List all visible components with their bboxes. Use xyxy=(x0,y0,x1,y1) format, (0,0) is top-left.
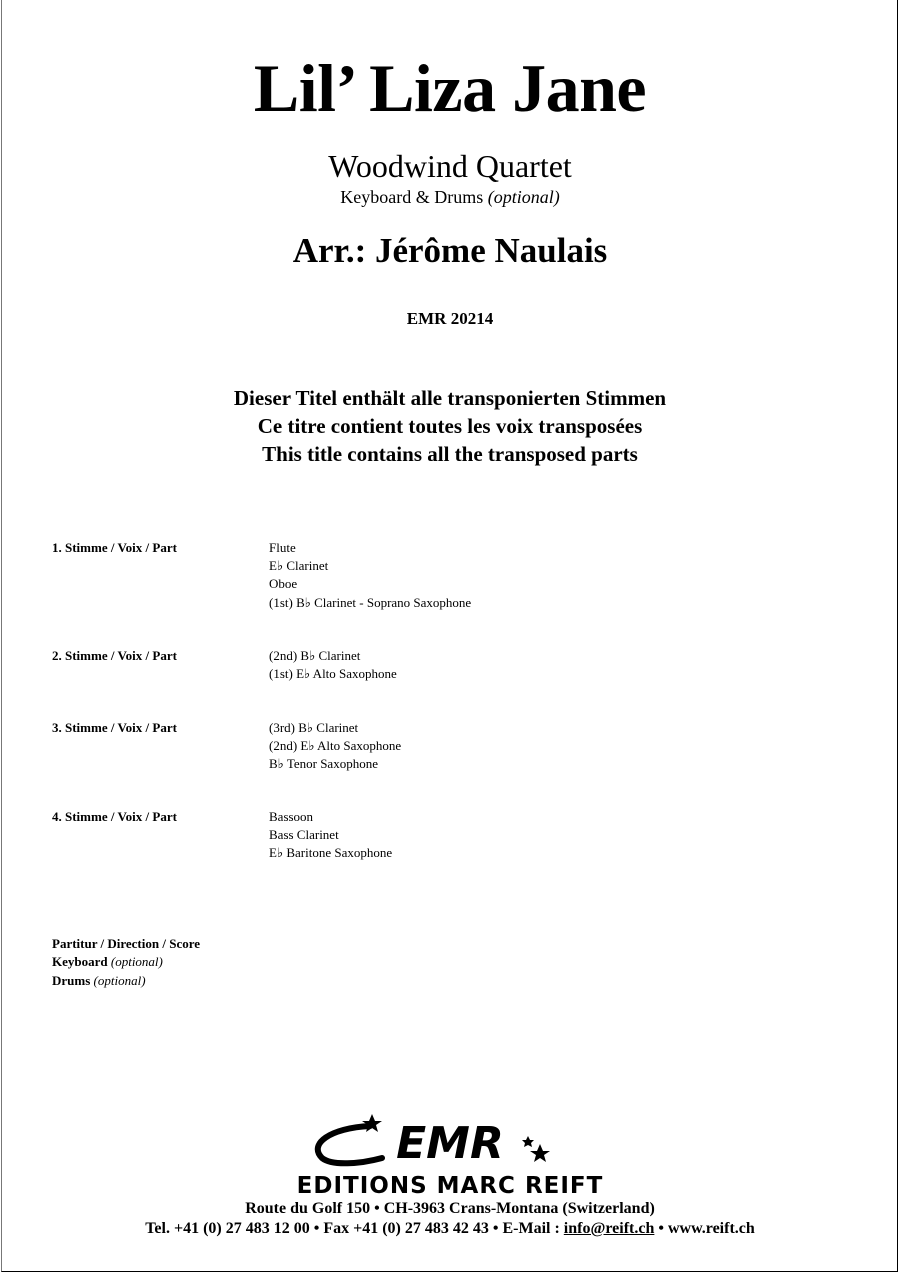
part-1-label: 1. Stimme / Voix / Part xyxy=(52,540,177,555)
instrument-item: Bassoon xyxy=(269,809,314,824)
logo-text: EMR xyxy=(396,1118,504,1169)
instrument-item: (2nd) E♭ Alto Saxophone xyxy=(269,738,402,754)
score-label: Partitur / Direction / Score xyxy=(52,936,201,951)
email-link[interactable]: info@reift.ch xyxy=(563,1220,655,1237)
part-2-instruments xyxy=(269,647,397,683)
catalog-code: EMR 20214 xyxy=(406,309,494,328)
instrument-item: Oboe xyxy=(269,576,298,592)
page-title: Lil’ Liza Jane xyxy=(253,50,647,126)
subtitle: Woodwind Quartet xyxy=(328,148,572,184)
contact-website: • www.reift.ch xyxy=(654,1220,755,1237)
note-english: This title contains all the transposed parts xyxy=(262,442,638,466)
extra-parts xyxy=(52,935,200,990)
instrument-item: Flute xyxy=(269,540,296,555)
transposition-notes xyxy=(0,384,900,468)
instrumentation-text: Keyboard & Drums xyxy=(340,187,484,207)
drums-label: Drums xyxy=(52,972,91,988)
note-german: Dieser Titel enthält alle transponierten Stimmen xyxy=(233,386,667,410)
drums-note: (optional) xyxy=(93,972,146,988)
instrumentation-note: (optional) xyxy=(487,187,560,207)
publisher-brand: EDITIONS MARC REIFT xyxy=(296,1173,604,1199)
instrument-item: (1st) E♭ Alto Saxophone xyxy=(269,666,397,682)
instrument-item: Bass Clarinet xyxy=(269,827,339,843)
instrument-item: (2nd) B♭ Clarinet xyxy=(269,648,361,663)
part-1-instruments xyxy=(269,539,471,612)
keyboard-label: Keyboard xyxy=(52,954,108,970)
contact-phone-fax: Tel. +41 (0) 27 483 12 00 • Fax +41 (0) 27 483 42 43 • E-Mail : xyxy=(145,1220,564,1237)
part-3-instruments xyxy=(269,719,401,774)
instrument-item: B♭ Tenor Saxophone xyxy=(269,756,378,772)
instrument-item: (3rd) B♭ Clarinet xyxy=(269,720,359,735)
emr-logo xyxy=(300,1108,570,1176)
instrument-item: (1st) B♭ Clarinet - Soprano Saxophone xyxy=(269,594,472,610)
publisher-address: Route du Golf 150 • CH-3963 Crans-Montana (Switzerland) xyxy=(245,1200,655,1217)
part-2-label: 2. Stimme / Voix / Part xyxy=(52,648,177,663)
part-4-label: 4. Stimme / Voix / Part xyxy=(52,809,177,824)
arranger: Arr.: Jérôme Naulais xyxy=(292,231,608,270)
part-4-instruments xyxy=(269,808,392,863)
instrument-item: E♭ Baritone Saxophone xyxy=(269,845,393,861)
part-3-label: 3. Stimme / Voix / Part xyxy=(52,720,177,735)
instrumentation xyxy=(0,186,900,208)
instrument-item: E♭ Clarinet xyxy=(269,558,329,574)
keyboard-note: (optional) xyxy=(110,954,163,970)
note-french: Ce titre contient toutes les voix transposées xyxy=(257,414,643,438)
publisher-contact xyxy=(0,1219,900,1239)
